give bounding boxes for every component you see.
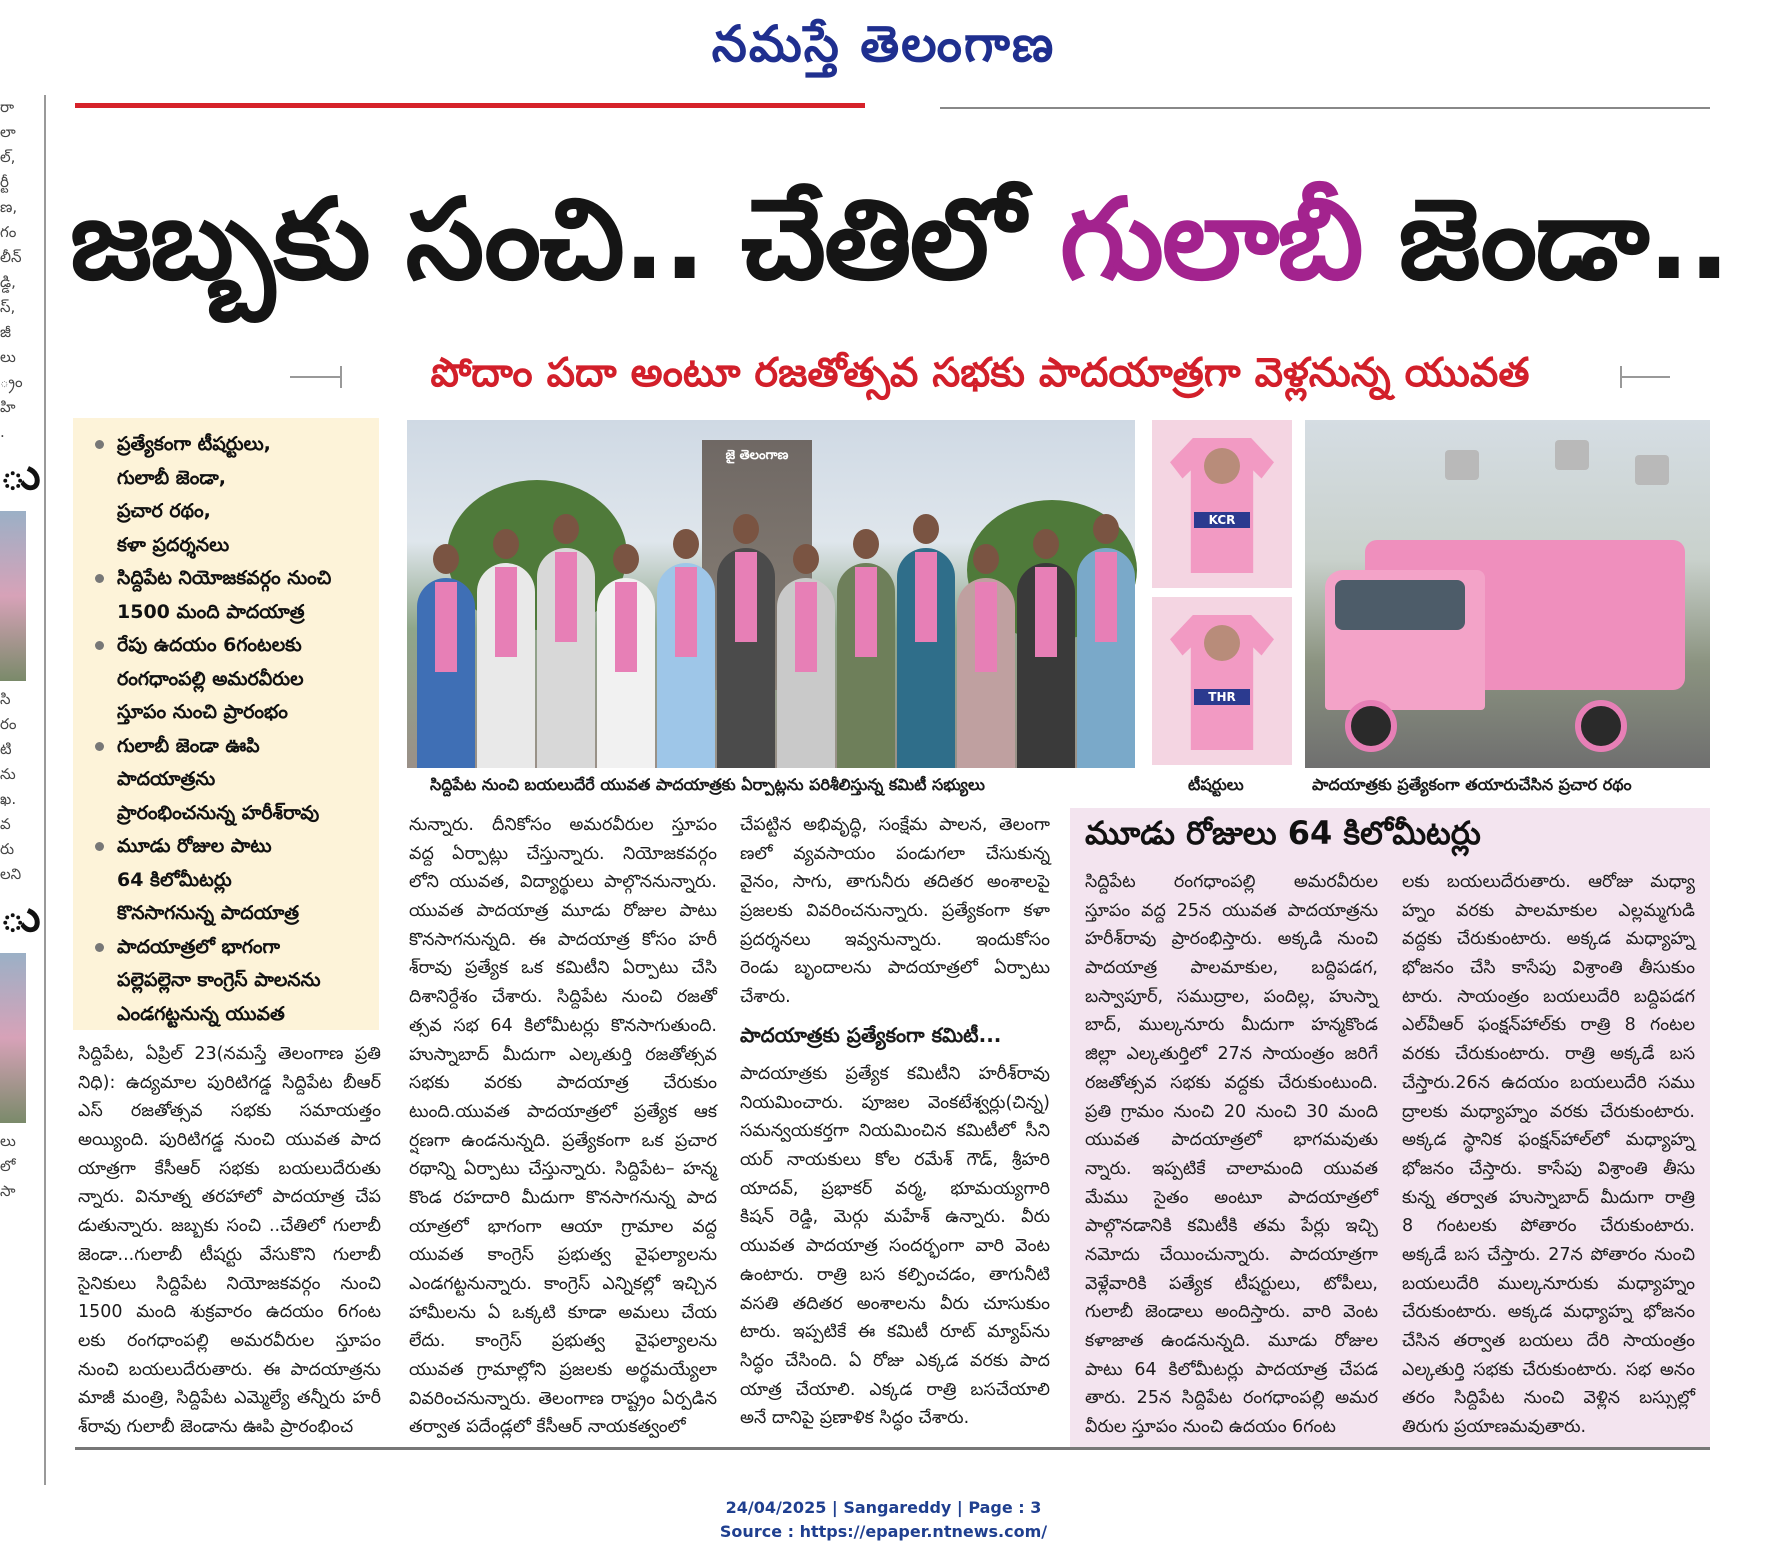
person-figure <box>837 563 895 768</box>
sidebox-col1-line: హరీశ్‌రావు ప్రారంభిస్తారు. అక్కడి నుంచి <box>1085 929 1378 950</box>
col1-line: శ్‌రావు గులాబీ జెండాను ఊపి ప్రారంభించ <box>78 1416 354 1437</box>
adjacent-text-fragment: ్రం <box>0 373 23 391</box>
col3b-line: యాదవ్, ప్రభాకర్ వర్మ, భూమయ్యగారి <box>740 1178 1050 1199</box>
person-head <box>793 544 819 574</box>
adjacent-text-fragment: ర్టీ <box>0 173 9 191</box>
col3b-line: ఉంటారు. రాత్రి బస కల్పించడం, తాగునీటి <box>740 1264 1050 1285</box>
col1-line: లకు రంగధాంపల్లి అమరవీరుల స్తూపం <box>78 1330 381 1351</box>
person-head <box>733 514 759 544</box>
pink-scarf <box>615 582 637 672</box>
col2-line: కొనసాగనున్నది. ఈ పాదయాత్ర కోసం హరీ <box>409 929 717 950</box>
sidebox-col2-line: చేసిన తర్వాత బయలు దేరి సాయంత్రం <box>1402 1331 1695 1351</box>
main-photo-caption: సిద్దిపేట నుంచి బయలుదేరే యువత పాదయాత్రకు ఏర్పాట్లను పరిశీలిస్తున్న కమిటీ సభ్యులు <box>430 775 985 794</box>
col1-line: అయ్యింది. పురిటిగడ్డ నుంచి యువత పాద <box>78 1130 381 1151</box>
sidebox-col2-line: తరం సిద్దిపేట నుంచి వెళ్లిన బస్సుల్లో <box>1402 1388 1695 1409</box>
col3a-line: ప్రదర్శనలు ఇవ్వనున్నారు. ఇందుకోసం <box>740 929 1050 950</box>
sidebox-col1-line: బాద్, ముల్కనూరు మీదుగా హన్మకొండ <box>1085 1015 1378 1036</box>
sidebox-col2-line: ఎల్‌వీఆర్ ఫంక్షన్‌హాల్‌కు రాత్రి 8 గంటల <box>1402 1015 1695 1036</box>
adjacent-text-fragment: లా <box>0 123 16 141</box>
headline-part-2-pink: గులాబీ <box>1059 175 1362 305</box>
adjacent-text-fragment: రు <box>0 840 15 858</box>
person-figure <box>477 563 535 768</box>
col3b-line: నియమించారు. పూజల వెంకటేశ్వర్లు(చిన్న) <box>740 1092 1050 1113</box>
col2-line: యువత పాదయాత్ర మూడు రోజుల పాటు <box>409 901 717 922</box>
loudspeaker-2 <box>1555 440 1589 470</box>
adjacent-text-fragment: లు <box>0 348 16 366</box>
adjacent-text-fragment: సి <box>0 690 11 708</box>
sidebox-col1-line: తారు. 25న సిద్దిపేట రంగధాంపల్లి అమర <box>1085 1388 1378 1409</box>
adjacent-text-fragment: ణ, <box>0 198 18 216</box>
col1-line: మాజీ మంత్రి, సిద్దిపేట ఎమ్మెల్యే తన్నీరు హరీ <box>78 1388 381 1409</box>
sidebox-col1-line: నమోదు చేయించున్నారు. పాదయాత్రగా <box>1085 1244 1378 1265</box>
person-figure <box>417 578 475 768</box>
col2-line: దిశానిర్దేశం చేశారు. సిద్దిపేట నుంచి రజతో <box>409 987 717 1008</box>
sidebox-col1-line: యువత పాదయాత్రలో భాగమవుతు <box>1085 1130 1378 1151</box>
subdeck: పోదాం పదా అంటూ రజతోత్సవ సభకు పాదయాత్రగా వెళ్లనున్న యువత <box>430 350 1530 396</box>
article-column-2 <box>409 811 717 1442</box>
adjacent-text-fragment: డ్డి, <box>0 273 16 291</box>
highlight-item: ప్రారంభించనున్న హరీశ్‌రావు <box>117 801 320 824</box>
person-figure <box>657 563 715 768</box>
col2-line: టుంది.యువత పాదయాత్రలో ప్రత్యేక ఆక <box>409 1101 717 1122</box>
col1-line: జెండా...గులాబీ టీషర్టు వేసుకొని గులాబీ <box>78 1244 381 1265</box>
tshirt-caption: టీషర్టులు <box>1188 775 1244 794</box>
sidebox-col2-line: వద్దకు చేరుకుంటారు. అక్కడ మధ్యాహ్న <box>1402 929 1695 950</box>
sidebox-col2-line: అక్కడే బస చేస్తారు. 27న పోతారం నుంచి <box>1402 1244 1695 1265</box>
col2-line: సభకు వరకు పాదయాత్ర చేరుకుం <box>409 1073 717 1094</box>
adjacent-text-fragment: లు <box>0 1132 16 1150</box>
adjacent-text-fragment: గం <box>0 223 17 241</box>
col3b-line: సిద్ధం చేసింది. ఏ రోజు ఎక్కడ వరకు పాద <box>740 1350 1050 1371</box>
sidebox-col2-line: వరకు చేరుకుంటారు. రాత్రి అక్కడే బస <box>1402 1044 1695 1065</box>
highlight-item: సిద్దిపేట నియోజకవర్గం నుంచి <box>87 562 369 596</box>
col1-line: యాత్రగా కేసీఆర్ సభకు బయలుదేరుతు <box>78 1158 381 1179</box>
adjacent-text-fragment: లీన్ <box>0 248 22 266</box>
person-figure <box>597 578 655 768</box>
sidebox-col2-line: లకు బయలుదేరుతారు. ఆరోజు మధ్యా <box>1402 872 1695 892</box>
highlight-item: 1500 మంది పాదయాత్ర <box>117 600 305 623</box>
person-figure <box>537 548 595 768</box>
person-figure <box>1017 563 1075 768</box>
person-figure <box>1077 548 1135 768</box>
highlights-box <box>73 418 379 1030</box>
loudspeaker <box>1445 450 1479 480</box>
col3b-line: కిషన్ రెడ్డి, మెర్గు మహేశ్ ఉన్నారు. వీరు <box>740 1207 1050 1228</box>
sidebox-col1-line: సిద్దిపేట రంగధాంపల్లి అమరవీరుల <box>1085 872 1378 892</box>
footer-date-page: 24/04/2025 | Sangareddy | Page : 3 <box>725 1498 1042 1517</box>
highlight-item: కొనసాగనున్న పాదయాత్ర <box>117 902 300 924</box>
adjacent-text-fragment: వ <box>0 815 11 833</box>
col2-line: యువత కాంగ్రెస్ ప్రభుత్వ వైఫల్యాలను <box>409 1245 717 1266</box>
sidebox-col1-line: జిల్లా ఎల్కతుర్తిలో 27న సాయంత్రం జరిగే <box>1085 1044 1378 1065</box>
col2-line: శ్‌రావు ప్రత్యేక ఒక కమిటీని ఏర్పాటు చేసి <box>409 958 717 979</box>
highlight-item: పాదయాత్రను <box>117 768 216 790</box>
committee-subhead: పాదయాత్రకు ప్రత్యేకంగా కమిటీ... <box>740 1023 1002 1047</box>
sidebox-col2-line: అక్కడ స్థానిక ఫంక్షన్‌హాల్‌లో మధ్యాహ్న <box>1402 1130 1695 1151</box>
col1-line: డుతున్నారు. జబ్బకు సంచి ..చేతిలో గులాబీ <box>78 1216 381 1237</box>
sidebox-col1-line: వెళ్లేవారికి పత్యేక టీషర్టులు, టోపీలు, <box>1085 1273 1378 1294</box>
sidebox-col1-line: పాటు 64 కిలోమీటర్లు పాదయాత్ర చేపడ <box>1085 1359 1378 1380</box>
adjacent-text-fragment: టి <box>0 740 12 758</box>
adjacent-photo-2 <box>0 953 26 1123</box>
adjacent-headline-fragment: ు <box>0 449 41 500</box>
col2-line: రథాన్ని ఏర్పాటు చేస్తున్నారు. సిద్దిపేట– హన్మ <box>409 1159 717 1180</box>
adjacent-text-fragment: రం <box>0 715 17 733</box>
col3a-line: వైనం, సాగు, తాగునీరు తదితర అంశాలపై <box>740 872 1050 893</box>
adjacent-text-fragment: సా <box>0 1182 16 1200</box>
campaign-van-photo <box>1305 420 1710 768</box>
sidebox-col1-line: బస్వాపూర్, సముద్రాల, పందిల్ల, హుస్నా <box>1085 986 1378 1007</box>
col3a-line: రెండు బృందాలను పాదయాత్రలో ఏర్పాటు <box>740 958 1050 979</box>
sidebox-col2-line: ఎల్కతుర్తి సభకు చేరుకుంటారు. సభ అనం <box>1402 1359 1695 1380</box>
col2-line: వద్ద ఏర్పాట్లు చేస్తున్నారు. నియోజకవర్గం <box>409 843 717 864</box>
col3b-line: సమన్వయకర్తగా నియమించిన కమిటీలో సీని <box>740 1121 1050 1142</box>
highlight-item: ఎండగట్టనున్న యువత <box>117 1002 285 1025</box>
col2-line: యాత్రలో భాగంగా ఆయా గ్రామాల వద్ద <box>409 1216 717 1237</box>
sidebox-col2-line: భోజనం చేస్తారు. కాసేపు విశ్రాంతి తీసు <box>1402 1158 1695 1179</box>
column-separator <box>44 95 46 1485</box>
person-figure <box>957 578 1015 768</box>
col1-line: సిద్దిపేట, ఏప్రిల్ 23(నమస్తే తెలంగాణ ప్రతి <box>78 1044 381 1064</box>
sidebox-col1-line: వీరుల స్తూపం నుంచి ఉదయం 6గంట <box>1085 1417 1336 1438</box>
sidebox-col1-line: స్తూపం వద్ద 25న యువత పాదయాత్రను <box>1085 900 1378 921</box>
tshirt-label: KCR <box>1194 512 1250 528</box>
adjacent-text-fragment: రా <box>0 98 15 116</box>
person-head <box>613 544 639 574</box>
main-photo <box>407 420 1135 768</box>
person-head <box>913 514 939 544</box>
person-figure <box>777 578 835 768</box>
col2-line: యువత గ్రామాల్లోని ప్రజలకు అర్థమయ్యేలా <box>409 1360 717 1381</box>
sidebox-col1-line: మేము సైతం అంటూ పాదయాత్రలో <box>1085 1187 1378 1208</box>
sidebox-col2-line: భోజనం చేసి కాసేపు విశ్రాంతి తీసుకుం <box>1402 958 1695 979</box>
masthead-rule-red <box>75 103 865 108</box>
masthead-logo: నమస్తే తెలంగాణ <box>711 14 1056 73</box>
col1-line: 1500 మంది శుక్రవారం ఉదయం 6గంట <box>78 1302 381 1323</box>
sidebox-title: మూడు రోజులు 64 కిలోమీటర్లు <box>1085 814 1481 852</box>
col2-line: త్సవ సభ 64 కిలోమీటర్లు కొనసాగుతుంది. <box>409 1015 717 1036</box>
person-head <box>493 529 519 559</box>
col3b-line: టారు. ఇప్పటికే ఈ కమిటీ రూట్ మ్యాప్‌ను <box>740 1322 1050 1343</box>
sidebox-col2-line: 8 గంటలకు పోతారం చేరుకుంటారు. <box>1402 1216 1695 1237</box>
highlight-item: స్తూపం నుంచి ప్రారంభం <box>117 701 288 723</box>
adjacent-photo <box>0 511 26 681</box>
pink-scarf <box>735 552 757 642</box>
highlight-item: ప్రచార రథం, <box>117 500 211 522</box>
highlight-item: 64 కిలోమీటర్లు <box>117 868 232 891</box>
col3b-line: యాత్ర చేయాలి. ఎక్కడ రాత్రి బసచేయాలి <box>740 1379 1050 1400</box>
col1-line: ఎస్ రజతోత్సవ సభకు సమాయత్తం <box>78 1101 381 1122</box>
pink-scarf <box>1035 567 1057 657</box>
adjacent-text-fragment: జీ <box>0 323 11 341</box>
pink-scarf <box>495 567 517 657</box>
col2-line: లేదు. కాంగ్రెస్ ప్రభుత్వ వైఫల్యాలను <box>409 1331 717 1352</box>
tshirt-photo-1 <box>1152 420 1292 588</box>
person-head <box>433 544 459 574</box>
sidebox-col2-line: టారు. సాయంత్రం బయలుదేరి బద్దిపడగ <box>1402 986 1695 1007</box>
sidebox-col2-line: తిరుగు ప్రయాణమవుతారు. <box>1402 1417 1587 1438</box>
article-column-3a <box>740 811 1050 1012</box>
col2-line: కొండ రహదారి మీదుగా కొనసాగనున్న పాద <box>409 1187 717 1208</box>
sidebox-col1-line: న్నారు. ఇప్పటికే చాలామంది యువత <box>1085 1158 1378 1179</box>
col2-line: వివరించనున్నారు. తెలంగాణ రాష్ట్రం ఏర్పడిన <box>409 1388 717 1409</box>
highlight-item: కళా ప్రదర్శనలు <box>117 533 230 556</box>
sidebox-col1-line: పాదయాత్ర పాలమాకుల, బద్దిపడగ, <box>1085 958 1378 979</box>
page-bottom-rule <box>75 1447 1710 1450</box>
col3a-line: ణలో వ్యవసాయం పండుగలా చేసుకున్న <box>740 843 1050 864</box>
highlights-list <box>87 428 369 1031</box>
adjacent-text-fragment: లని <box>0 865 22 883</box>
person-head <box>973 544 999 574</box>
tshirt-label-2: THR <box>1194 689 1250 705</box>
person-head <box>1033 529 1059 559</box>
col1-line: న్నారు. వినూత్న తరహాలో పాదయాత్ర చేప <box>78 1187 381 1208</box>
sidebox-col1-line: గులాబీ జెండాలు అందిస్తారు. వారి వెంట <box>1085 1302 1378 1323</box>
adjacent-text-fragment: స్, <box>0 298 16 316</box>
pink-scarf <box>1095 552 1117 642</box>
col3b-line: అనే దానిపై ప్రణాళిక సిద్ధం చేశారు. <box>740 1408 970 1429</box>
headline-part-1: జబ్బకు సంచి.. చేతిలో <box>70 175 1023 305</box>
col3b-line: వసతి తదితర అంశాలను వీరు చూసుకుం <box>740 1293 1050 1314</box>
headline <box>70 145 1729 335</box>
sidebox-col2-line: హ్నం వరకు పాలమాకుల ఎల్లమ్మగుడి <box>1402 900 1695 921</box>
col2-line: లోని యువత, విద్యార్థులు పాల్గొననున్నారు. <box>409 872 717 893</box>
highlight-item: రంగధాంపల్లి అమరవీరుల <box>117 667 304 690</box>
sidebox-col1-line: ప్రతి గ్రామం నుంచి 20 నుంచి 30 మంది <box>1085 1101 1378 1122</box>
highlight-item: ప్రత్యేకంగా టీషర్టులు, <box>87 428 369 462</box>
tshirt-portrait <box>1204 448 1240 484</box>
sidebox-col2-line: బయలుదేరి ముల్కనూరుకు మధ్యాహ్నం <box>1402 1273 1695 1294</box>
col2-line: ర్షణగా ఉండనున్నది. ప్రత్యేకంగా ఒక ప్రచార <box>409 1130 717 1151</box>
person-head <box>853 529 879 559</box>
person-figure <box>717 548 775 768</box>
pink-scarf <box>975 582 997 672</box>
sidebox-column-2 <box>1402 868 1695 1442</box>
person-head <box>553 514 579 544</box>
person-head <box>1093 514 1119 544</box>
pink-scarf <box>675 567 697 657</box>
van-wheel <box>1345 700 1397 752</box>
sidebox-col2-line: కున్న తర్వాత హుస్నాబాద్ మీదుగా రాత్రి <box>1402 1187 1695 1208</box>
adjacent-text-fragment: ల్, <box>0 148 16 166</box>
masthead-rule-gray <box>940 107 1710 109</box>
article-column-3b <box>740 1060 1050 1433</box>
van-windshield <box>1335 580 1465 630</box>
pink-scarf <box>435 582 457 672</box>
adjacent-text-fragment: హి <box>0 398 16 416</box>
highlight-item: రేపు ఉదయం 6గంటలకు <box>87 629 369 663</box>
person-figure <box>897 548 955 768</box>
tshirt-photo-2 <box>1152 597 1292 765</box>
monument-banner: జై తెలంగాణ <box>725 448 789 463</box>
col3a-line: చేశారు. <box>740 987 791 1008</box>
adjacent-text-fragment: ఖ. <box>0 790 17 808</box>
adjacent-text-fragment: ను <box>0 765 16 783</box>
col3a-line: చేపట్టిన అభివృద్ధి, సంక్షేమ పాలన, తెలంగా <box>740 815 1050 835</box>
subdeck-rule-right <box>1620 376 1670 378</box>
highlight-item: పల్లెపల్లెనా కాంగ్రెస్ పాలనను <box>117 969 321 991</box>
col3b-line: యువత పాదయాత్ర సందర్భంగా వారి వెంట <box>740 1236 1050 1257</box>
col1-line: నిధి): ఉద్యమాల పురిటిగడ్డ సిద్దిపేట బీఆర్ <box>78 1072 381 1093</box>
sidebox-col2-line: ద్రాలకు మధ్యాహ్నం వరకు చేరుకుంటారు. <box>1402 1101 1695 1122</box>
van-wheel-2 <box>1575 700 1627 752</box>
pink-scarf <box>915 552 937 642</box>
highlight-item: మూడు రోజుల పాటు <box>87 830 369 864</box>
pink-scarf <box>855 567 877 657</box>
sidebox-col1-line: రజతోత్సవ సభకు వద్దకు చేరుకుంటుంది. <box>1085 1072 1378 1093</box>
sidebox-col1-line: పాల్గొనడానికి కమిటీకి తమ పేర్లు ఇచ్చి <box>1085 1216 1378 1237</box>
adjacent-article-clip <box>0 95 41 1485</box>
adjacent-headline-fragment-2: ు <box>0 891 41 942</box>
pink-scarf <box>795 582 817 672</box>
person-head <box>673 529 699 559</box>
highlight-item: గులాబీ జెండా ఊపి <box>87 730 369 764</box>
col2-line: హామీలను ఏ ఒక్కటి కూడా అమలు చేయ <box>409 1302 717 1323</box>
headline-part-3: జెండా.. <box>1398 175 1729 305</box>
footer-source: Source : https://epaper.ntnews.com/ <box>719 1522 1048 1541</box>
highlight-item: పాదయాత్రలో భాగంగా <box>87 931 369 965</box>
col2-line: తర్వాత పదేండ్లలో కేసీఆర్ నాయకత్వంలో <box>409 1417 686 1438</box>
tshirt-portrait-2 <box>1204 625 1240 661</box>
loudspeaker-3 <box>1635 455 1669 485</box>
adjacent-text-fragment: . <box>0 423 5 441</box>
col2-line: ఎండగట్టనున్నారు. కాంగ్రెస్ ఎన్నికల్లో ఇచ్చిన <box>409 1274 717 1294</box>
van-caption: పాదయాత్రకు ప్రత్యేకంగా తయారుచేసిన ప్రచార రథం <box>1312 775 1632 794</box>
sidebox-col2-line: చేరుకుంటారు. అక్కడ మధ్యాహ్న భోజనం <box>1402 1302 1695 1323</box>
sidebox-col2-line: చేస్తారు.26న ఉదయం బయలుదేరి సము <box>1402 1072 1695 1093</box>
highlight-item: గులాబీ జెండా, <box>117 466 226 489</box>
adjacent-text-fragment: లో <box>0 1157 16 1175</box>
col3b-line: పాదయాత్రకు ప్రత్యేక కమిటీని హరీశ్‌రావు <box>740 1064 1050 1084</box>
sidebox-col1-line: కళాజాత ఉండనున్నది. మూడు రోజుల <box>1085 1331 1378 1351</box>
col3b-line: యర్ నాయకులు కోల రమేశ్ గౌడ్, శ్రీహరి <box>740 1150 1050 1171</box>
col1-line: సైనికులు సిద్దిపేట నియోజకవర్గం నుంచి <box>78 1273 381 1294</box>
col1-line: నుంచి బయలుదేరుతారు. ఈ పాదయాత్రను <box>78 1359 381 1380</box>
article-column-1 <box>78 1040 381 1442</box>
col2-line: నున్నారు. దీనికోసం అమరవీరుల స్తూపం <box>409 815 717 835</box>
col2-line: హుస్నాబాద్ మీదుగా ఎల్కతుర్తి రజతోత్సవ <box>409 1044 717 1065</box>
pink-scarf <box>555 552 577 642</box>
col3a-line: ప్రజలకు వివరించనున్నారు. ప్రత్యేకంగా కళా <box>740 901 1050 922</box>
sidebox-column-1 <box>1085 868 1378 1442</box>
